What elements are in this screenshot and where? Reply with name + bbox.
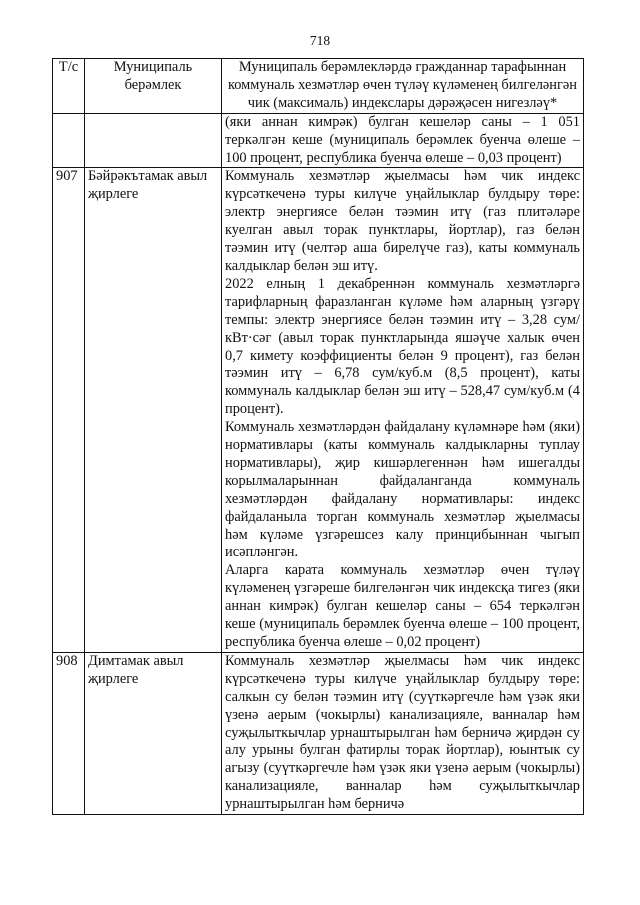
- row-municipality: [85, 113, 222, 168]
- description-paragraph: Аларга карата коммуналь хезмәтләр өчен түләү күләменең үзгәреше билгеләнгән чик индексқа тигез (яки аннан кимрәк) булган кешеләр саны – 654 теркәлгән кеше (муниципаль берәмлек буенча өлеше – 100 процент, республика буенча өлеше – 0,02 процент): [225, 562, 580, 650]
- row-description: [222, 168, 584, 652]
- row-description: [222, 652, 584, 814]
- header-number: Т/с: [53, 59, 85, 114]
- description-paragraph: (яки аннан кимрәк) булган кешеләр саны – 1 051 теркәлгән кеше (муниципаль берәмлек буенча өлеше – 100 процент, республика буенча өлеше – 0,03 процент): [225, 113, 580, 166]
- row-municipality: Бәйрәкътамак авыл җирлеге: [85, 168, 222, 652]
- table-row: [53, 113, 584, 168]
- description-paragraph: Коммуналь хезмәтләр җыелмасы һәм чик индекс күрсәткеченә туры килүче уңайлыклар булдыру төре: электр энергиясе белән тәэмин итү (газ плитәләре куелган авыл торак пунктлары, йортлар), газ белән тәэмин итү (челтәр аша бирелүче газ), каты коммуналь калдыклар белән эш итү.: [225, 168, 580, 274]
- page-number: 718: [309, 33, 331, 48]
- description-paragraph: Коммуналь хезмәтләр җыелмасы һәм чик индекс күрсәткеченә туры килүче уңайлыклар булдыру төре: салкын су белән тәэмин итү (суүткәргечле һәм үзәк яки үзенә аерым (чокырлы) канализацияле, ванналар һәм суҗылыткычлар урнаштырылган һәм берничә җирдән су алу урыны булган фатирлы торак йортлар), юынтык су агызу (суүткәргечле һәм үзәк яки үзенә аерым (чокырлы) канализацияле, ванналар һәм суҗылыткычлар урнаштырылган һәм берничә: [225, 652, 580, 813]
- row-number: 907: [53, 168, 85, 652]
- table-row: [53, 168, 584, 652]
- index-table: [52, 58, 584, 815]
- row-municipality: Димтамак авыл җирлеге: [85, 652, 222, 814]
- row-number: 908: [53, 652, 85, 814]
- row-description: [222, 113, 584, 168]
- header-municipality: Муниципаль берәмлек: [85, 59, 222, 114]
- description-paragraph: Коммуналь хезмәтләрдән файдалану күләмнәре һәм (яки) нормативлары (каты коммуналь калдыкларны туплау нормативлары), җир кишәрлегеннән һәм ишегалды корылмаларыннан файдаланганда коммуналь хезмәтләрдән файдалану нормативлары: индекс файдаланыла торган коммуналь хезмәтләр җыелмасы һәм күләме үзгәрешсез калу принцибыннан чыгып исәпләнгән.: [225, 419, 580, 561]
- table-row: [53, 652, 584, 814]
- description-paragraph: 2022 елның 1 декабреннән коммуналь хезмәтләргә тарифларның фаразланган күләме һәм аларның үзгәрү темпы: электр энергиясе белән тәэмин итү – 3,28 сум/кВт·сәг (авыл торак пунктларында яшәүче халык өчен 0,7 кимету коэффициенты белән 9 процент), газ белән тәэмин итү – 6,78 сум/куб.м (8,5 процент), каты коммуналь калдыклар белән эш итү – 528,47 сум/куб.м (4 процент).: [225, 275, 580, 418]
- header-description: Муниципаль берәмлекләрдә гражданнар тарафыннан коммуналь хезмәтләр өчен түләү күләменең билгеләнгән чик (максималь) индекслары дәрәҗәсен нигезләү*: [222, 59, 584, 114]
- table-header-row: [53, 59, 584, 114]
- row-number: [53, 113, 85, 168]
